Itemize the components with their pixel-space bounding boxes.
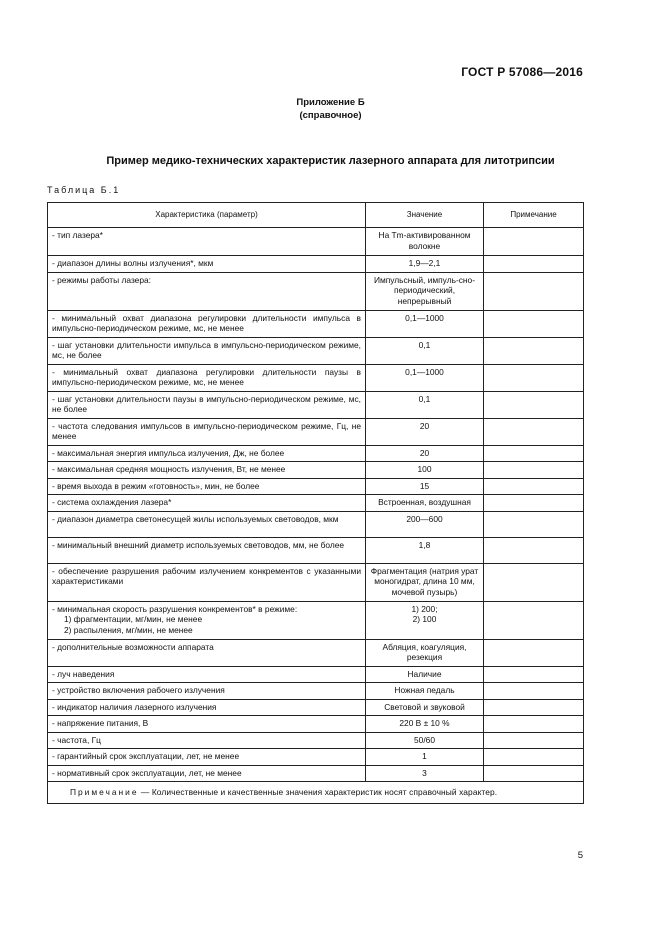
note-cell	[484, 683, 584, 700]
parameter-cell	[48, 310, 366, 337]
table-row	[48, 749, 584, 766]
table-row	[48, 391, 584, 418]
table-caption: Таблица Б.1	[47, 185, 121, 195]
note-text: — Количественные и качественные значения характеристик носят справочный характер.	[138, 787, 498, 797]
value-cell: На Tm-активированном волокне	[366, 228, 484, 256]
value-cell: 100	[366, 462, 484, 479]
value-cell: 0,1—1000	[366, 310, 484, 337]
characteristics-table	[47, 202, 584, 804]
note-cell	[484, 749, 584, 766]
parameter-text: - максимальная энергия импульса излучения, Дж, не более	[52, 447, 285, 458]
parameter-cell	[48, 683, 366, 700]
value-cell: Наличие	[366, 666, 484, 683]
value-cell: Встроенная, воздушная	[366, 495, 484, 512]
page-number: 5	[577, 850, 583, 861]
note-cell	[484, 601, 584, 639]
value-cell	[366, 601, 484, 639]
value-cell: 3	[366, 765, 484, 782]
header-parameter: Характеристика (параметр)	[48, 203, 366, 228]
parameter-text: - дополнительные возможности аппарата	[52, 641, 214, 652]
note-cell	[484, 478, 584, 495]
table-row	[48, 683, 584, 700]
note-label: Примечание	[70, 787, 139, 797]
value-cell: Фрагментация (натрия урат моногидрат, длина 10 мм, мочевой пузырь)	[366, 563, 484, 601]
parameter-subitem: 1) фрагментации, мг/мин, не менее	[64, 614, 203, 624]
table-row	[48, 563, 584, 601]
header-note: Примечание	[484, 203, 584, 228]
table-row	[48, 228, 584, 256]
parameter-text: - нормативный срок эксплуатации, лет, не менее	[52, 767, 242, 778]
table-row	[48, 732, 584, 749]
document-title: Пример медико-технических характеристик лазерного аппарата для литотрипсии	[106, 155, 555, 167]
value-cell: 220 В ± 10 %	[366, 716, 484, 733]
table-row	[48, 445, 584, 462]
table-row	[48, 495, 584, 512]
parameter-cell	[48, 272, 366, 310]
table-row	[48, 364, 584, 391]
parameter-text: - минимальный внешний диаметр используемых световодов, мм, не более	[52, 539, 345, 550]
parameter-cell	[48, 765, 366, 782]
parameter-cell	[48, 699, 366, 716]
table-row	[48, 418, 584, 445]
note-cell	[484, 391, 584, 418]
parameter-cell	[48, 749, 366, 766]
standard-number: ГОСТ Р 57086—2016	[461, 65, 583, 79]
table-row	[48, 256, 584, 273]
note-cell	[484, 364, 584, 391]
header-value: Значение	[366, 203, 484, 228]
table-row	[48, 601, 584, 639]
parameter-text: - луч наведения	[52, 668, 115, 679]
parameter-text: - режимы работы лазера:	[52, 274, 151, 285]
table-row	[48, 765, 584, 782]
note-cell	[484, 511, 584, 537]
parameter-cell	[48, 537, 366, 563]
value-cell: 0,1	[366, 391, 484, 418]
note-cell	[484, 666, 584, 683]
parameter-text: - шаг установки длительности импульса в импульсно-периодическом режиме, мс, не более	[52, 339, 361, 360]
parameter-cell	[48, 639, 366, 666]
value-line: 1) 200;	[411, 603, 438, 614]
parameter-cell	[48, 462, 366, 479]
table-row	[48, 639, 584, 666]
value-cell: Абляция, коагуляция, резекция	[366, 639, 484, 666]
parameter-cell	[48, 391, 366, 418]
value-cell: 0,1—1000	[366, 364, 484, 391]
note-cell	[484, 462, 584, 479]
parameter-text: - диапазон длины волны излучения*, мкм	[52, 258, 214, 268]
value-cell: 1,8	[366, 537, 484, 563]
note-cell	[484, 418, 584, 445]
table-row	[48, 666, 584, 683]
note-cell	[484, 699, 584, 716]
table-note-row	[48, 782, 584, 804]
value-cell: 20	[366, 418, 484, 445]
parameter-text: - минимальная скорость разрушения конкрементов* в режиме:	[52, 603, 298, 614]
value-cell: 20	[366, 445, 484, 462]
note-cell	[484, 272, 584, 310]
table-row	[48, 462, 584, 479]
parameter-cell	[48, 732, 366, 749]
note-cell	[484, 563, 584, 601]
parameter-text: - система охлаждения лазера*	[52, 497, 172, 507]
parameter-text: - индикатор наличия лазерного излучения	[52, 701, 217, 712]
parameter-text: - диапазон диаметра светонесущей жилы используемых световодов, мкм	[52, 513, 339, 524]
parameter-text: - напряжение питания, В	[52, 718, 149, 728]
value-cell: Световой и звуковой	[366, 699, 484, 716]
parameter-cell	[48, 445, 366, 462]
parameter-cell	[48, 478, 366, 495]
note-cell	[484, 310, 584, 337]
parameter-cell	[48, 364, 366, 391]
parameter-cell	[48, 418, 366, 445]
parameter-text: - минимальный охват диапазона регулировки длительности импульса в импульсно-периодическом режиме, мс, не менее	[52, 312, 361, 333]
table-row	[48, 716, 584, 733]
table-row	[48, 537, 584, 563]
parameter-cell	[48, 563, 366, 601]
value-line: 2) 100	[412, 614, 437, 624]
parameter-text: - минимальный охват диапазона регулировки длительности паузы в импульсно-периодическом режиме, мс, не менее	[52, 366, 361, 387]
table-row	[48, 310, 584, 337]
value-cell: 1,9—2,1	[366, 256, 484, 273]
table-header-row	[48, 203, 584, 228]
annex-title: Приложение Б	[296, 97, 365, 108]
table-row	[48, 699, 584, 716]
parameter-subitem: 2) распыления, мг/мин, не менее	[64, 624, 193, 635]
parameter-cell	[48, 511, 366, 537]
parameter-text: - тип лазера*	[52, 230, 103, 240]
note-cell	[484, 639, 584, 666]
note-cell	[484, 228, 584, 256]
parameter-text: - максимальная средняя мощность излучения, Вт, не менее	[52, 464, 286, 474]
parameter-text: - время выхода в режим «готовность», мин, не более	[52, 480, 260, 491]
parameter-cell	[48, 666, 366, 683]
parameter-text: - обеспечение разрушения рабочим излучением конкрементов с указанными характеристиками	[52, 565, 361, 586]
value-cell: 0,1	[366, 337, 484, 364]
parameter-text: - устройство включения рабочего излучения	[52, 685, 225, 695]
table-row	[48, 478, 584, 495]
value-cell: 15	[366, 478, 484, 495]
parameter-cell	[48, 256, 366, 273]
parameter-cell	[48, 495, 366, 512]
parameter-text: - шаг установки длительности паузы в импульсно-периодическом режиме, мс, не более	[52, 393, 361, 414]
parameter-text: - гарантийный срок эксплуатации, лет, не менее	[52, 751, 240, 761]
table-row	[48, 511, 584, 537]
note-cell	[484, 765, 584, 782]
parameter-cell	[48, 228, 366, 256]
table-note	[48, 782, 584, 804]
value-cell: 50/60	[366, 732, 484, 749]
note-cell	[484, 537, 584, 563]
table-row	[48, 337, 584, 364]
parameter-cell	[48, 337, 366, 364]
value-cell: Ножная педаль	[366, 683, 484, 700]
note-cell	[484, 716, 584, 733]
note-cell	[484, 337, 584, 364]
note-cell	[484, 445, 584, 462]
parameter-cell	[48, 716, 366, 733]
value-cell: Импульсный, импуль-сно-периодический, непрерывный	[366, 272, 484, 310]
parameter-cell	[48, 601, 366, 639]
parameter-text: - частота следования импульсов в импульсно-периодическом режиме, Гц, не менее	[52, 420, 361, 441]
note-cell	[484, 495, 584, 512]
value-cell: 200—600	[366, 511, 484, 537]
note-cell	[484, 256, 584, 273]
note-cell	[484, 732, 584, 749]
table-row	[48, 272, 584, 310]
parameter-text: - частота, Гц	[52, 734, 101, 745]
value-cell: 1	[366, 749, 484, 766]
annex-subtitle: (справочное)	[299, 110, 362, 121]
